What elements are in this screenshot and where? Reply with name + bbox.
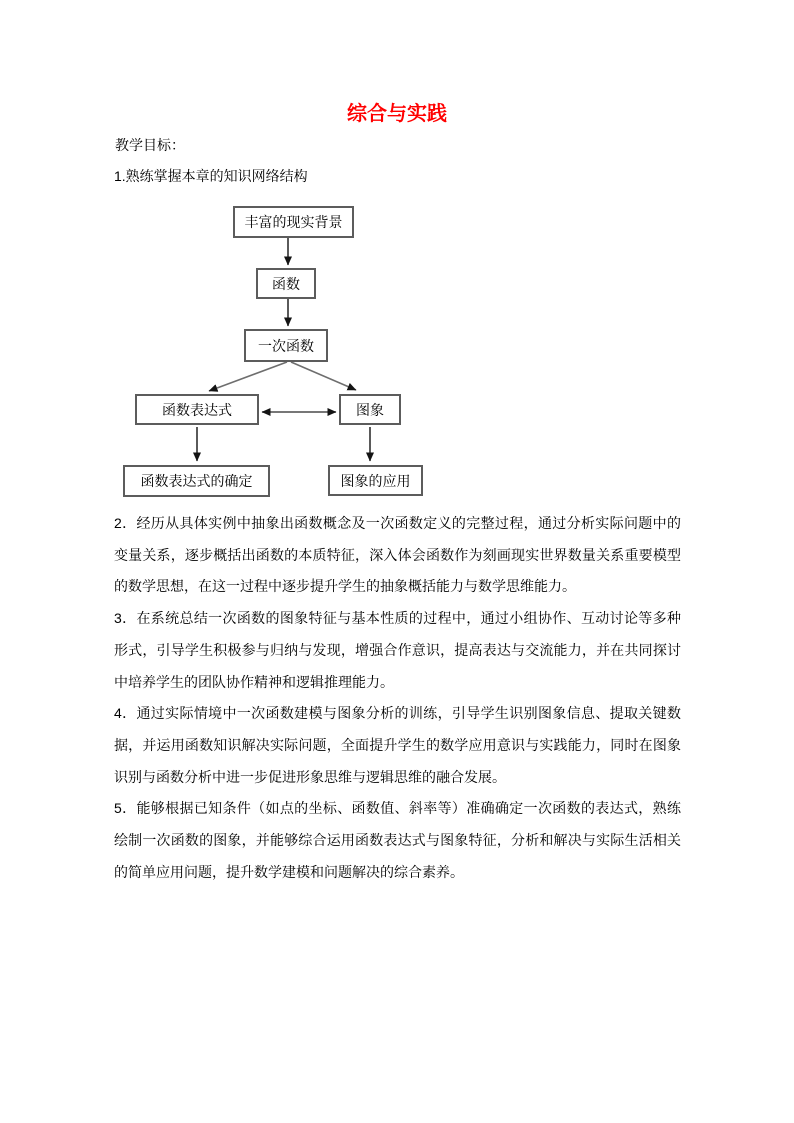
flowchart-node-function-expression: 函数表达式	[135, 394, 259, 425]
objective-paragraph-2: 2．经历从具体实例中抽象出函数概念及一次函数定义的完整过程，通过分析实际问题中的变量关系，逐步概括出函数的本质特征，深入体会函数作为刻画现实世界数量关系重要模型的数学思想，在这一过程中逐步提升学生的抽象概括能力与数学思维能力。	[114, 515, 681, 595]
knowledge-network-flowchart	[110, 195, 440, 505]
flowchart-node-expression-determine: 函数表达式的确定	[123, 465, 270, 497]
flowchart-node-function: 函数	[256, 268, 316, 299]
page-title: 综合与实践	[347, 103, 447, 125]
objective-paragraph-5: 5．能够根据已知条件（如点的坐标、函数值、斜率等）准确确定一次函数的表达式，熟练绘制一次函数的图象，并能够综合运用函数表达式与图象特征，分析和解决与实际生活相关的简单应用问题，提升数学建模和问题解决的综合素养。	[114, 800, 681, 880]
flowchart-node-rich-background: 丰富的现实背景	[233, 206, 354, 238]
objectives-paragraphs	[114, 508, 681, 888]
flowchart-node-graph: 图象	[339, 394, 401, 425]
objective-item-1: 1.熟练掌握本章的知识网络结构	[114, 168, 308, 184]
objective-paragraph-3: 3．在系统总结一次函数的图象特征与基本性质的过程中，通过小组协作、互动讨论等多种形式，引导学生积极参与归纳与发现，增强合作意识，提高表达与交流能力，并在共同探讨中培养学生的团队协作精神和逻辑推理能力。	[114, 610, 681, 690]
teaching-objectives-heading: 教学目标：	[115, 137, 185, 153]
flowchart-node-linear-function: 一次函数	[244, 329, 328, 362]
arrow-linear-to-expression	[209, 362, 287, 391]
arrow-linear-to-graph	[291, 362, 356, 390]
flowchart-node-graph-application: 图象的应用	[328, 465, 423, 496]
objective-paragraph-4: 4．通过实际情境中一次函数建模与图象分析的训练，引导学生识别图象信息、提取关键数据，并运用函数知识解决实际问题，全面提升学生的数学应用意识与实践能力，同时在图象识别与函数分析中进一步促进形象思维与逻辑思维的融合发展。	[114, 705, 681, 785]
